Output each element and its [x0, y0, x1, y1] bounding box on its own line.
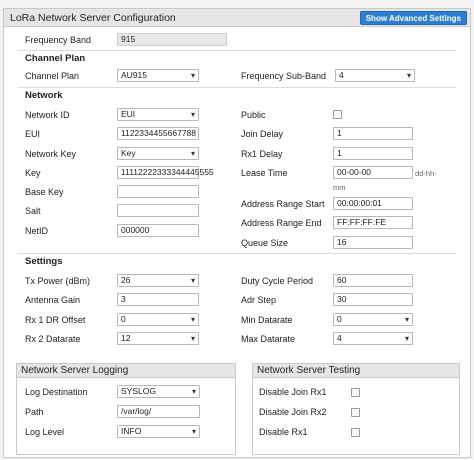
disable-rx1-checkbox[interactable] — [351, 428, 360, 437]
chevron-down-icon: ▾ — [190, 315, 195, 324]
base-key-input[interactable] — [117, 185, 199, 198]
frequency-sub-band-value: 4 — [339, 70, 344, 80]
divider — [18, 253, 456, 254]
rx2-datarate-label: Rx 2 Datarate — [25, 334, 81, 344]
chevron-down-icon: ▾ — [191, 387, 196, 396]
address-range-end-input[interactable]: FF:FF:FF:FE — [333, 216, 413, 229]
public-checkbox[interactable] — [333, 110, 342, 119]
salt-input[interactable] — [117, 204, 199, 217]
log-destination-select[interactable] — [117, 385, 200, 398]
disable-join-rx2-label: Disable Join Rx2 — [259, 407, 327, 417]
queue-size-input[interactable]: 16 — [333, 236, 413, 249]
max-datarate-select[interactable] — [333, 332, 413, 345]
frequency-sub-band-label: Frequency Sub-Band — [241, 71, 327, 81]
frequency-sub-band-select[interactable] — [335, 69, 415, 82]
join-delay-input[interactable]: 1 — [333, 127, 413, 140]
duty-cycle-period-input[interactable]: 60 — [333, 274, 413, 287]
show-advanced-settings-button[interactable]: Show Advanced Settings — [360, 11, 467, 25]
adr-step-label: Adr Step — [241, 295, 277, 305]
network-id-select[interactable] — [117, 108, 199, 121]
chevron-down-icon: ▾ — [404, 315, 409, 324]
channel-plan-section-title: Channel Plan — [25, 53, 86, 64]
log-level-value: INFO — [121, 426, 142, 436]
chevron-down-icon: ▾ — [191, 427, 196, 436]
log-path-label: Path — [25, 407, 44, 417]
base-key-label: Base Key — [25, 187, 64, 197]
rx1-delay-label: Rx1 Delay — [241, 149, 283, 159]
logging-panel-title: Network Server Logging — [17, 364, 235, 378]
tx-power-label: Tx Power (dBm) — [25, 276, 91, 286]
network-id-label: Network ID — [25, 110, 70, 120]
network-key-value: Key — [121, 148, 136, 158]
rx2-datarate-select[interactable] — [117, 332, 199, 345]
disable-rx1-label: Disable Rx1 — [259, 427, 308, 437]
key-input[interactable]: 11112222333344445555 — [117, 166, 199, 179]
network-key-label: Network Key — [25, 149, 77, 159]
tx-power-select[interactable] — [117, 274, 199, 287]
chevron-down-icon: ▾ — [190, 110, 195, 119]
chevron-down-icon: ▾ — [190, 334, 195, 343]
min-datarate-value: 0 — [337, 314, 342, 324]
eui-label: EUI — [25, 129, 41, 139]
adr-step-input[interactable]: 30 — [333, 293, 413, 306]
divider — [18, 87, 456, 88]
chevron-down-icon: ▾ — [404, 334, 409, 343]
log-path-input[interactable]: /var/log/ — [117, 405, 200, 418]
rx2-datarate-value: 12 — [121, 333, 131, 343]
log-destination-label: Log Destination — [25, 387, 88, 397]
frequency-band-label: Frequency Band — [25, 35, 92, 45]
antenna-gain-label: Antenna Gain — [25, 295, 81, 305]
rx1-dr-offset-label: Rx 1 DR Offset — [25, 315, 86, 325]
rx1-dr-offset-value: 0 — [121, 314, 126, 324]
channel-plan-value: AU915 — [121, 70, 147, 80]
frequency-band-field: 915 — [117, 33, 227, 46]
lease-time-hint: dd-hh- — [415, 169, 437, 178]
key-label: Key — [25, 168, 41, 178]
network-section-title: Network — [25, 90, 63, 101]
divider — [18, 50, 456, 51]
min-datarate-select[interactable] — [333, 313, 413, 326]
chevron-down-icon: ▾ — [406, 71, 411, 80]
log-destination-value: SYSLOG — [121, 386, 156, 396]
disable-join-rx1-label: Disable Join Rx1 — [259, 387, 327, 397]
disable-join-rx2-checkbox[interactable] — [351, 408, 360, 417]
testing-panel-title: Network Server Testing — [253, 364, 459, 378]
channel-plan-label: Channel Plan — [25, 71, 80, 81]
chevron-down-icon: ▾ — [190, 71, 195, 80]
disable-join-rx1-checkbox[interactable] — [351, 388, 360, 397]
queue-size-label: Queue Size — [241, 238, 289, 248]
network-key-select[interactable] — [117, 147, 199, 160]
log-level-label: Log Level — [25, 427, 65, 437]
channel-plan-select[interactable] — [117, 69, 199, 82]
chevron-down-icon: ▾ — [190, 149, 195, 158]
testing-panel — [252, 363, 460, 455]
public-label: Public — [241, 110, 266, 120]
netid-label: NetID — [25, 226, 49, 236]
max-datarate-label: Max Datarate — [241, 334, 296, 344]
address-range-start-label: Address Range Start — [241, 199, 325, 209]
join-delay-label: Join Delay — [241, 129, 284, 139]
chevron-down-icon: ▾ — [190, 276, 195, 285]
address-range-end-label: Address Range End — [241, 218, 322, 228]
lora-config-panel — [3, 8, 471, 458]
network-id-value: EUI — [121, 109, 136, 119]
antenna-gain-input[interactable]: 3 — [117, 293, 199, 306]
rx1-dr-offset-select[interactable] — [117, 313, 199, 326]
panel-header — [4, 9, 470, 27]
settings-section-title: Settings — [25, 256, 63, 267]
rx1-delay-input[interactable]: 1 — [333, 147, 413, 160]
min-datarate-label: Min Datarate — [241, 315, 293, 325]
panel-title: LoRa Network Server Configuration — [10, 12, 176, 24]
duty-cycle-period-label: Duty Cycle Period — [241, 276, 314, 286]
salt-label: Salt — [25, 206, 41, 216]
lease-time-label: Lease Time — [241, 168, 288, 178]
tx-power-value: 26 — [121, 275, 131, 285]
max-datarate-value: 4 — [337, 333, 342, 343]
address-range-start-input[interactable]: 00:00:00:01 — [333, 197, 413, 210]
lease-time-hint-suffix: mm — [333, 183, 346, 192]
lease-time-input[interactable]: 00-00-00 — [333, 166, 413, 179]
log-level-select[interactable] — [117, 425, 200, 438]
logging-panel — [16, 363, 236, 455]
eui-input[interactable]: 1122334455667788 — [117, 127, 199, 140]
netid-input[interactable]: 000000 — [117, 224, 199, 237]
